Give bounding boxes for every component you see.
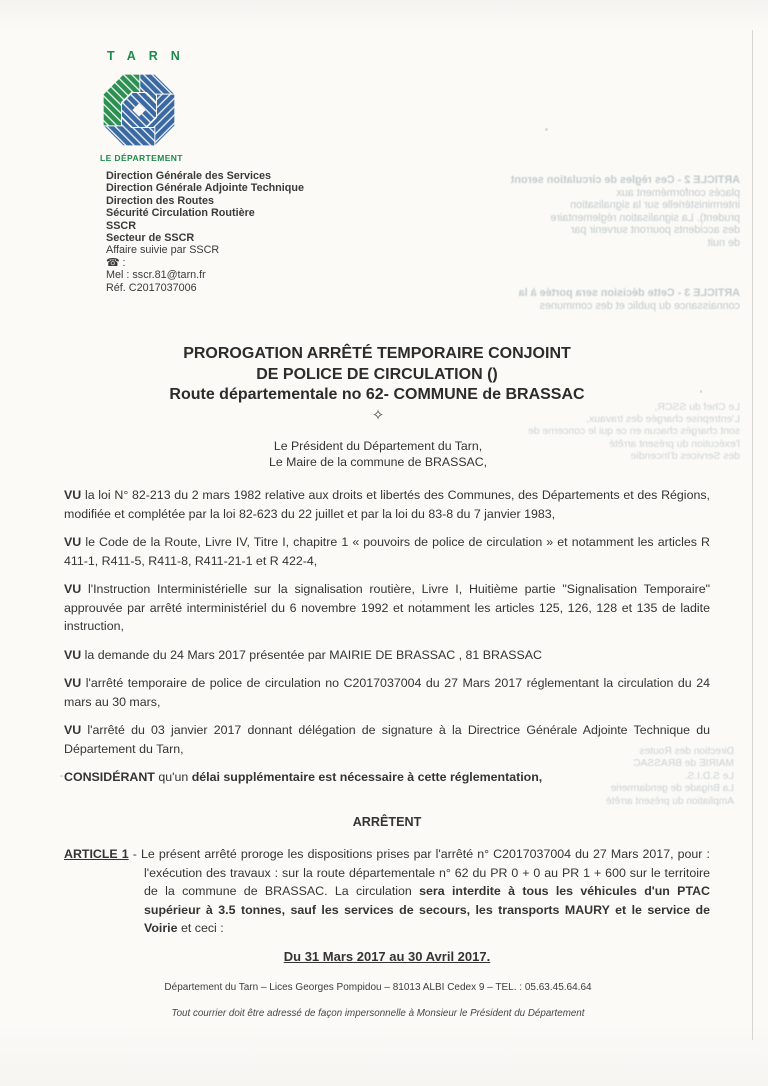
title-line-3: Route départementale no 62- COMMUNE de BRASSAC [169, 386, 585, 403]
service-line: Direction des Routes [106, 194, 214, 207]
service-line: SSCR [106, 219, 136, 232]
title-line-2: DE POLICE DE CIRCULATION () [256, 365, 498, 383]
tarn-knot-logo-icon [99, 70, 179, 155]
recital-text: le Code de la Route, Livre IV, Titre I, chapitre 1 « pouvoirs de police de circulation » et notamment les articles R 411-1, R411-5, R411-8, R411-21-1 et R 422-4, [64, 535, 710, 568]
scan-speck [260, 905, 262, 907]
bleed-through-line: Le S.D.I.S. [684, 770, 734, 782]
bleed-through-line: Le Chef du SSCR, [654, 402, 740, 413]
document-title [0, 344, 754, 406]
title-line-1: PROROGATION ARRÊTÉ TEMPORAIRE CONJOINT [183, 345, 571, 362]
scan-speck [60, 775, 63, 777]
reference-line: Réf. C2017037006 [106, 281, 197, 294]
scan-edge-line [752, 30, 753, 1040]
recital-text: la loi N° 82-213 du 2 mars 1982 relative aux droits et libertés des Communes, des Départements et des Régions, modifiée et complétée par la loi 82-623 du 22 juillet et par la loi du 83-8 du 7 janvier 1983, [64, 488, 710, 521]
vu-label: VU [64, 647, 82, 662]
bleed-through-line: placés conformément aux [616, 186, 740, 199]
decision-heading: ARRÊTENT [352, 814, 422, 829]
footer-address: Département du Tarn – Lices Georges Pompidou – 81013 ALBI Cedex 9 – TEL. : 05.63.45.64.64 [164, 982, 592, 993]
recital-vu-1 [64, 486, 710, 523]
vu-label: VU [64, 582, 82, 596]
article-1-text-end: et ceci : [180, 921, 224, 935]
recital-text: l'Instruction Interministérielle sur la signalisation routière, Livre I, Huitième partie "Signalisation Temporaire" approuvée par arrêté interministériel du 6 novembre 1992 et notamment les articles 125, 126, 128 et 135 de ladite instruction, [64, 582, 710, 633]
bleed-through-line: Direction des Routes [639, 746, 734, 757]
bleed-through-line: sont chargés chacun en ce qui le concerne de [528, 426, 740, 438]
article-1-text: Le présent arrêté proroge les dispositions prises par l'arrêté n° C2017037004 du 27 Mars 2017, pour : l'exécution des travaux : sur la route départementale n° 62 du PR 0 + 0 au PR 1 + 600 sur le territoire de la commune de BRASSAC. La circulation [141, 847, 710, 898]
service-line: Sécurité Circulation Routière [106, 207, 255, 220]
diamond-ornament-icon: ✧ [371, 407, 385, 424]
vu-label: VU [64, 488, 82, 502]
scan-speck [545, 128, 548, 131]
bleed-through-block [428, 174, 740, 250]
scan-speck [420, 600, 422, 602]
considerant-clause [64, 768, 710, 787]
brand-name: TARN [107, 49, 193, 63]
bleed-through-line: ARTICLE 2 - Ces règles de circulation seront [510, 174, 740, 186]
bleed-through-line: prudent). La signalisation réglementaire [550, 211, 740, 224]
bleed-through-line: de nuit [707, 236, 740, 249]
validity-period-text: Du 31 Mars 2017 au 30 Avril 2017. [283, 948, 491, 964]
considerant-label: CONSIDÉRANT [64, 770, 155, 784]
case-handler-line: Affaire suivie par SSCR [106, 244, 220, 257]
issuing-authorities [0, 439, 756, 470]
bleed-through-line: MAIRIE de BRASSAC [633, 758, 734, 770]
sender-contact-block [106, 170, 304, 294]
recital-text: la demande du 24 Mars 2017 présentée par MAIRIE DE BRASSAC , 81 BRASSAC [84, 647, 542, 662]
recital-text: l'arrêté temporaire de police de circulation no C2017037004 du 27 Mars 2017 réglementant la circulation du 24 mars au 30 mars, [64, 676, 710, 709]
scan-speck [700, 390, 702, 393]
bleed-through-line: ARTICLE 3 - Cette décision sera portée à la [518, 287, 740, 299]
bleed-through-line: interministérielle sur la signalisation [570, 199, 740, 212]
bleed-through-line: Ampliation du présent arrêté [606, 795, 734, 807]
recital-text: l'arrêté du 03 janvier 2017 donnant délégation de signature à la Directrice Générale Adjointe Technique du Département du Tarn, [64, 723, 710, 756]
bleed-through-line: l'exécution du présent arrêté [609, 438, 740, 450]
email-line: Mel : sscr.81@tarn.fr [106, 269, 206, 282]
bleed-through-line: des accidents pourront survenir par [570, 224, 740, 237]
footer-notice: Tout courrier doit être adressé de façon impersonnelle à Monsieur le Président du Département [171, 1008, 585, 1019]
recital-vu-4 [64, 646, 710, 665]
vu-label: VU [64, 676, 82, 690]
recital-vu-5 [64, 674, 710, 711]
vu-label: VU [64, 723, 82, 737]
department-label: LE DÉPARTEMENT [100, 153, 183, 163]
vu-label: VU [64, 535, 82, 549]
document-body [64, 486, 710, 966]
authority-line: Le Président du Département du Tarn, [273, 439, 483, 453]
article-1-label: ARTICLE 1 [64, 847, 129, 861]
considerant-emphasis: délai supplémentaire est nécessaire à cette réglementation, [191, 770, 543, 784]
authority-line: Le Maire de la commune de BRASSAC, [268, 454, 488, 469]
validity-period [64, 948, 710, 967]
bleed-through-line: L'entreprise chargée des travaux, [586, 414, 740, 426]
recital-vu-2 [64, 533, 710, 570]
bleed-through-line: connaissance du public et des communes [539, 299, 740, 312]
phone-icon: ☎ : [106, 256, 126, 269]
article-1-restriction: sera interdite à tous les véhicules d'un PTAC supérieur à 3.5 tonnes, sauf les services de secours, les transports MAURY et le service de Voirie [144, 884, 710, 935]
article-1 [64, 845, 710, 938]
bleed-through-line: La Brigade de gendarmerie [610, 783, 734, 795]
bleed-through-block [428, 287, 740, 312]
considerant-lead: qu'un [158, 770, 189, 784]
recital-vu-3 [64, 580, 710, 636]
service-line: Secteur de SSCR [106, 232, 195, 245]
recital-vu-6 [64, 721, 710, 758]
service-line: Direction Générale Adjointe Technique [106, 182, 304, 195]
article-separator: - [128, 847, 142, 861]
service-line: Direction Générale des Services [106, 170, 272, 182]
bleed-through-line: des Services d'Incendie [630, 450, 740, 462]
